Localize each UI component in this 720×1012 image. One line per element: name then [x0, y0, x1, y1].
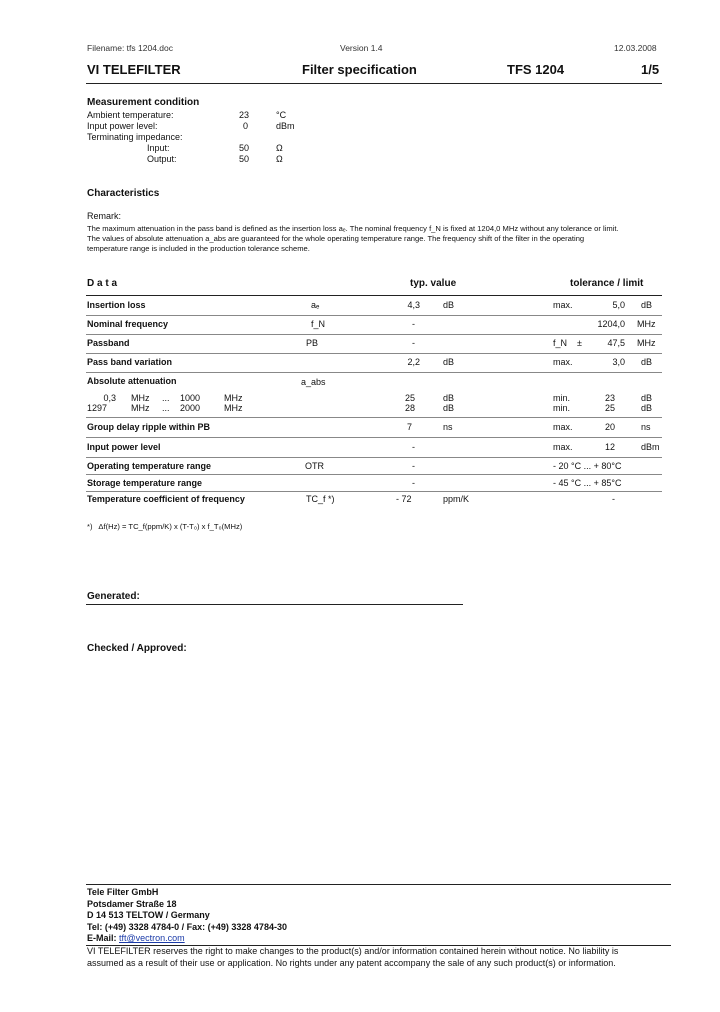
abs-row-1-tolu: dB [641, 393, 653, 403]
row-unit-temp-coeff: ppm/K [443, 494, 470, 504]
footer-rule [86, 884, 671, 885]
row-rule [86, 491, 662, 492]
row-tolv-passband: 47,5 [607, 338, 625, 348]
row-tolv-group-delay: 20 [604, 422, 615, 432]
row-typ-pass-band-variation: 2,2 [407, 357, 420, 367]
footer-city: D 14 513 TELTOW / Germany [87, 910, 210, 920]
abs-attenuation-label: Absolute attenuation [87, 376, 177, 386]
row-rule [86, 457, 662, 458]
row-tolq-input-power: max. [553, 442, 573, 452]
abs-row-2-dots: ... [162, 403, 170, 413]
doc-date: 12.03.2008 [614, 43, 657, 53]
row-tolq-group-delay: max. [553, 422, 573, 432]
table-header-rule [86, 295, 662, 296]
abs-row-1-f2: 1000 [180, 393, 201, 403]
row-rule [86, 474, 662, 475]
footer-email-link[interactable]: tft@vectron.com [119, 933, 185, 943]
power-label: Input power level: [87, 121, 158, 131]
row-typ-temp-coeff: - 72 [396, 494, 412, 504]
ambient-unit: °C [276, 110, 287, 120]
footnote: *) Δf(Hz) = TC_f(ppm/K) x (T-T₀) x f_T₀(MHz) [87, 522, 243, 531]
row-rule [86, 417, 662, 418]
row-sym-temp-coeff: TC_f *) [306, 494, 335, 504]
row-rule [86, 372, 662, 373]
remark-line-3: temperature range is included in the production tolerance scheme. [87, 244, 310, 253]
row-rule [86, 334, 662, 335]
row-rule [86, 315, 662, 316]
abs-row-2-tolu: dB [641, 403, 653, 413]
row-tolu-group-delay: ns [641, 422, 651, 432]
part-number: TFS 1204 [507, 62, 565, 77]
abs-row-2-typ: 28 [404, 403, 415, 413]
col-tolerance: tolerance / limit [570, 278, 644, 289]
row-tolu-passband: MHz [637, 338, 656, 348]
row-unit-insertion-loss: dB [443, 300, 455, 310]
abs-row-2-tolv: 25 [604, 403, 615, 413]
row-tolu-nominal-frequency: MHz [637, 319, 656, 329]
input-unit: Ω [276, 143, 283, 153]
doc-title: Filter specification [302, 62, 417, 77]
abs-row-2-unit: dB [443, 403, 455, 413]
ambient-label: Ambient temperature: [87, 110, 174, 120]
row-tolu-input-power: dBm [641, 442, 660, 452]
abs-attenuation-symbol: a_abs [301, 377, 326, 387]
input-value: 50 [239, 143, 250, 153]
abs-row-1-unit: dB [443, 393, 455, 403]
row-typ-storage: - [412, 478, 415, 488]
power-unit: dBm [276, 121, 295, 131]
row-tolv-insertion-loss: 5,0 [612, 300, 625, 310]
characteristics-title: Characteristics [87, 188, 160, 199]
abs-row-1-u2: MHz [224, 393, 243, 403]
row-label-input-power: Input power level [87, 442, 161, 452]
row-label-pass-band-variation: Pass band variation [87, 357, 173, 367]
impedance-label: Terminating impedance: [87, 132, 183, 142]
abs-row-1-tolq: min. [553, 393, 571, 403]
row-sym-insertion-loss: aₑ [311, 300, 320, 310]
row-sym-otr: OTR [305, 461, 324, 471]
abs-row-1-u1: MHz [131, 393, 150, 403]
abs-row-2-f1: 1297 [87, 403, 108, 413]
row-tolv-input-power: 12 [604, 442, 615, 452]
row-unit-group-delay: ns [443, 422, 453, 432]
filename: Filename: tfs 1204.doc [87, 43, 173, 53]
footer-email-label: E-Mail: [87, 933, 120, 943]
abs-row-2-u1: MHz [131, 403, 150, 413]
row-label-passband: Passband [87, 338, 130, 348]
row-tolu-insertion-loss: dB [641, 300, 653, 310]
remark-line-2: The values of absolute attenuation a_abs are guaranteed for the whole operating temperature range. The frequency shift of the filter in the operating [87, 234, 585, 243]
row-typ-insertion-loss: 4,3 [407, 300, 420, 310]
output-unit: Ω [276, 154, 283, 164]
row-rule [86, 437, 662, 438]
output-label: Output: [147, 154, 177, 164]
input-label: Input: [147, 143, 170, 153]
header-rule [86, 83, 662, 84]
ambient-value: 23 [239, 110, 250, 120]
row-tolq-passband: f_N ± [553, 338, 582, 348]
footer-email-line [87, 933, 185, 943]
row-typ-nominal-frequency: - [412, 319, 415, 329]
abs-row-1-dots: ... [162, 393, 170, 403]
col-typ-value: typ. value [410, 278, 457, 289]
abs-row-1-tolv: 23 [604, 393, 615, 403]
checked-label: Checked / Approved: [87, 643, 187, 654]
row-label-nominal-frequency: Nominal frequency [87, 319, 169, 329]
abs-row-2-tolq: min. [553, 403, 571, 413]
row-sym-nominal-frequency: f_N [311, 319, 326, 329]
remark-label: Remark: [87, 211, 122, 221]
footer-tel: Tel: (+49) 3328 4784-0 / Fax: (+49) 3328 4784-30 [87, 922, 287, 932]
version: Version 1.4 [340, 43, 383, 53]
abs-row-2-f2: 2000 [180, 403, 201, 413]
measurement-title: Measurement condition [87, 97, 200, 108]
footer-disclaimer-1: VI TELEFILTER reserves the right to make changes to the product(s) and/or information contained herein without notice. No liability is [87, 946, 619, 956]
row-tol-storage: - 45 °C ... + 85°C [553, 478, 622, 488]
footer-company: Tele Filter GmbH [87, 887, 159, 897]
row-label-group-delay: Group delay ripple within PB [87, 422, 211, 432]
generated-label: Generated: [87, 591, 140, 602]
output-value: 50 [239, 154, 250, 164]
footer-disclaimer-2: assumed as a result of their use or application. No rights under any patent accompany the sale of any such product(s) or information. [87, 958, 616, 968]
row-label-temp-coeff: Temperature coefficient of frequency [87, 494, 245, 504]
generated-signature-line [86, 604, 463, 605]
row-tolq-pass-band-variation: max. [553, 357, 573, 367]
row-label-insertion-loss: Insertion loss [87, 300, 146, 310]
power-value: 0 [243, 121, 249, 131]
row-tolq-insertion-loss: max. [553, 300, 573, 310]
abs-row-1-f1: 0,3 [103, 393, 116, 403]
row-typ-otr: - [412, 461, 415, 471]
row-typ-input-power: - [412, 442, 415, 452]
abs-row-2-u2: MHz [224, 403, 243, 413]
row-tol-temp-coeff: - [612, 494, 615, 504]
row-typ-group-delay: 7 [406, 422, 412, 432]
remark-line-1: The maximum attenuation in the pass band is defined as the insertion loss aₑ. The nominal frequency f_N is fixed at 1204,0 MHz without any tolerance or limit. [87, 224, 619, 233]
row-tol-otr: - 20 °C ... + 80°C [553, 461, 622, 471]
row-rule [86, 353, 662, 354]
row-label-storage: Storage temperature range [87, 478, 203, 488]
footer-street: Potsdamer Straße 18 [87, 899, 177, 909]
row-typ-passband: - [412, 338, 415, 348]
row-tolv-pass-band-variation: 3,0 [612, 357, 625, 367]
row-unit-pass-band-variation: dB [443, 357, 455, 367]
row-tolv-nominal-frequency: 1204,0 [597, 319, 625, 329]
row-tolu-pass-band-variation: dB [641, 357, 653, 367]
row-sym-passband: PB [306, 338, 319, 348]
col-data: D a t a [87, 278, 118, 289]
abs-row-1-typ: 25 [404, 393, 415, 403]
page-number: 1/5 [641, 62, 660, 77]
row-label-otr: Operating temperature range [87, 461, 212, 471]
company-name: VI TELEFILTER [87, 62, 181, 77]
